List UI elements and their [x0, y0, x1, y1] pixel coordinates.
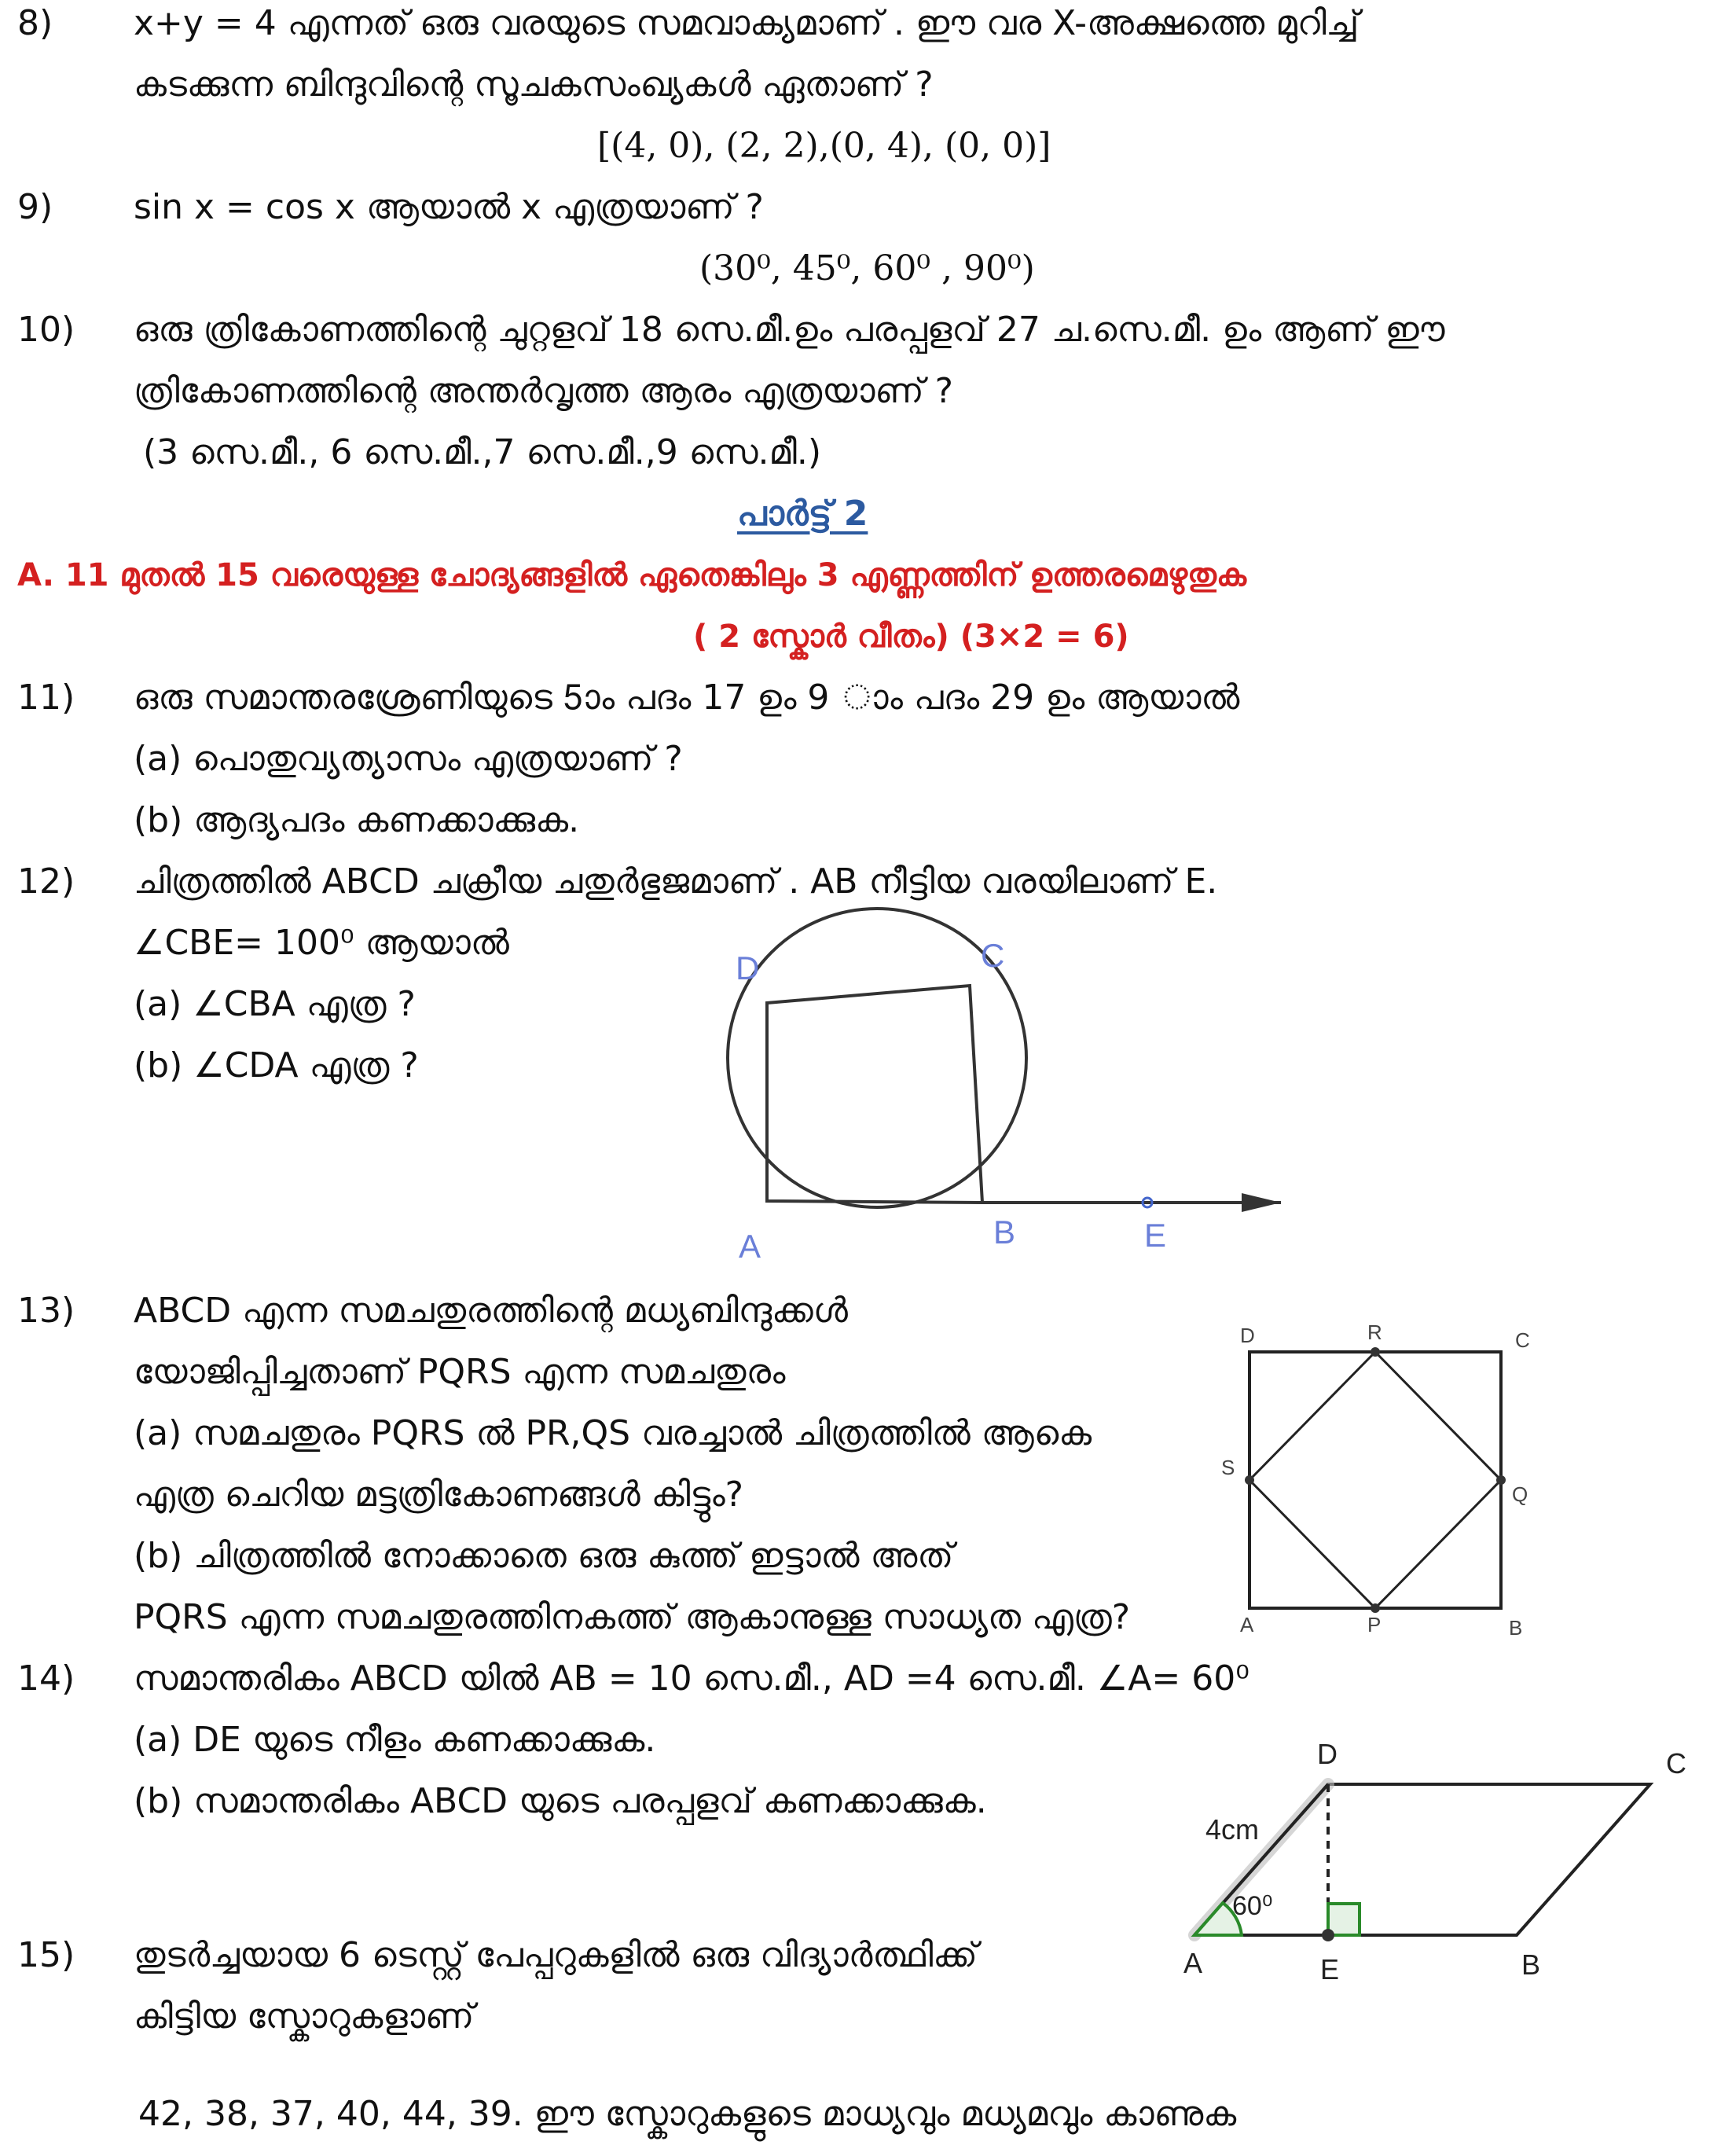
- q10-text-line2: ത്രികോണത്തിന്റെ അന്തർവൃത്ത ആരം എത്രയാണ് ?: [134, 371, 954, 411]
- q13-part-b2: PQRS എന്ന സമചതുരത്തിനകത്ത് ആകാനുള്ള സാധ്യത എത്ര?: [134, 1597, 1131, 1637]
- point-p: [1371, 1603, 1380, 1613]
- label-c: C: [1515, 1328, 1530, 1352]
- q14-part-b: (b) സമാന്തരികം ABCD യുടെ പരപ്പളവ് കണക്കാക്കുക.: [134, 1781, 987, 1821]
- q9-number: 9): [17, 187, 53, 227]
- square-pqrs: [1249, 1352, 1501, 1608]
- q11-text-line1: ഒരു സമാന്തരശ്രേണിയുടെ 5ാം പദം 17 ഉം 9 ാം പദം 29 ഉം ആയാൽ: [134, 678, 1240, 718]
- q9-text-line1: sin x = cos x ആയാൽ x എത്രയാണ് ?: [134, 187, 764, 227]
- arrow-head: [1242, 1193, 1281, 1212]
- q12-number: 12): [17, 861, 75, 902]
- label-q: Q: [1512, 1482, 1528, 1506]
- q13-text-line2: യോജിപ്പിച്ചതാണ് PQRS എന്ന സമചതുരം: [134, 1352, 786, 1392]
- q13-part-b1: (b) ചിത്രത്തിൽ നോക്കാതെ ഒരു കുത്ത് ഇട്ടാൽ അത്: [134, 1536, 954, 1576]
- q8-options: [(4, 0), (2, 2),(0, 4), (0, 0)]: [597, 126, 1051, 166]
- cyclic-quadrilateral-figure: [707, 935, 1305, 1281]
- q12-text-line2: ∠CBE= 100⁰ ആയാൽ: [134, 923, 509, 963]
- part2-marks: ( 2 സ്കോർ വീതം) (3×2 = 6): [693, 619, 1129, 655]
- q9-options: (30⁰, 45⁰, 60⁰ , 90⁰): [699, 248, 1035, 288]
- q11-number: 11): [17, 678, 75, 718]
- q11-part-a: (a) പൊതുവ്യത്യാസം എത്രയാണ് ?: [134, 739, 683, 779]
- right-angle-marker: [1328, 1904, 1360, 1935]
- point-r: [1371, 1347, 1380, 1357]
- q13-number: 13): [17, 1291, 75, 1331]
- q12-part-b: (b) ∠CDA എത്ര ?: [134, 1045, 419, 1085]
- label-a: A: [1240, 1613, 1254, 1636]
- quadrilateral-abcd: [767, 986, 982, 1203]
- q13-part-a1: (a) സമചതുരം PQRS ൽ PR,QS വരച്ചാൽ ചിത്രത്തിൽ ആകെ: [134, 1413, 1092, 1453]
- point-q: [1496, 1475, 1506, 1485]
- parallelogram-figure: [1171, 1729, 1705, 1989]
- q13-part-a2: എത്ര ചെറിയ മട്ടത്രികോണങ്ങൾ കിട്ടും?: [134, 1475, 743, 1515]
- q12-text-line1: ചിത്രത്തിൽ ABCD ചക്രീയ ചതുർഭുജമാണ് . AB നീട്ടിയ വരയിലാണ് E.: [134, 861, 1218, 902]
- square-abcd: [1249, 1352, 1501, 1608]
- q14-part-a: (a) DE യുടെ നീളം കണക്കാക്കുക.: [134, 1720, 656, 1760]
- q10-options: (3 സെ.മീ., 6 സെ.മീ.,7 സെ.മീ.,9 സെ.മീ.): [143, 432, 822, 472]
- label-e: E: [1144, 1217, 1167, 1254]
- point-e: [1322, 1929, 1334, 1941]
- label-p: P: [1367, 1613, 1382, 1636]
- label-d: D: [736, 949, 760, 986]
- label-b: B: [1509, 1616, 1523, 1640]
- label-d: D: [1317, 1738, 1338, 1770]
- q11-part-b: (b) ആദ്യപദം കണക്കാക്കുക.: [134, 800, 580, 840]
- q15-number: 15): [17, 1935, 75, 1975]
- label-r: R: [1367, 1320, 1382, 1344]
- label-d: D: [1240, 1324, 1255, 1347]
- label-angle: 60⁰: [1232, 1891, 1273, 1921]
- point-s: [1245, 1475, 1254, 1485]
- q10-number: 10): [17, 310, 75, 350]
- square-pqrs-figure: [1210, 1320, 1540, 1640]
- q14-text-line1: സമാന്തരികം ABCD യിൽ AB = 10 സെ.മീ., AD =4 സെ.മീ. ∠A= 60⁰: [134, 1658, 1249, 1699]
- q8-text-line2: കടക്കുന്ന ബിന്ദുവിന്റെ സൂചകസംഖ്യകൾ ഏതാണ് ?: [134, 64, 934, 105]
- label-b: B: [993, 1214, 1016, 1251]
- label-s: S: [1221, 1456, 1235, 1479]
- q15-text-line3: 42, 38, 37, 40, 44, 39. ഈ സ്കോറുകളുടെ മാധ്യവും മധ്യമവും കാണുക: [138, 2094, 1237, 2134]
- label-a: A: [1183, 1947, 1203, 1979]
- label-b: B: [1521, 1948, 1541, 1981]
- label-a: A: [739, 1228, 761, 1265]
- part2-title: പാർട്ട് 2: [737, 494, 868, 534]
- q8-number: 8): [17, 3, 53, 43]
- q15-text-line1: തുടർച്ചയായ 6 ടെസ്റ്റ് പേപ്പറുകളിൽ ഒരു വിദ്യാർത്ഥിക്ക്: [134, 1935, 978, 1975]
- label-c: C: [1666, 1747, 1686, 1780]
- q10-text-line1: ഒരു ത്രികോണത്തിന്റെ ചുറ്റളവ് 18 സെ.മീ.ഉം പരപ്പളവ് 27 ച.സെ.മീ. ഉം ആണ് ഈ: [134, 310, 1445, 350]
- q15-text-line2: കിട്ടിയ സ്കോറുകളാണ്: [134, 1996, 475, 2037]
- label-side-length: 4cm: [1205, 1813, 1260, 1846]
- q13-text-line1: ABCD എന്ന സമചതുരത്തിന്റെ മധ്യബിന്ദുക്കൾ: [134, 1291, 848, 1331]
- part2-instruction: A. 11 മുതൽ 15 വരെയുള്ള ചോദ്യങ്ങളിൽ ഏതെങ്കിലും 3 എണ്ണത്തിന് ഉത്തരമെഴുതുക: [17, 557, 1247, 593]
- q14-number: 14): [17, 1658, 75, 1699]
- q8-text-line1: x+y = 4 എന്നത് ഒരു വരയുടെ സമവാക്യമാണ് . ഈ വര X-അക്ഷത്തെ മുറിച്ച്: [134, 3, 1360, 43]
- label-e: E: [1320, 1953, 1340, 1985]
- q12-part-a: (a) ∠CBA എത്ര ?: [134, 984, 416, 1024]
- label-c: C: [981, 937, 1005, 974]
